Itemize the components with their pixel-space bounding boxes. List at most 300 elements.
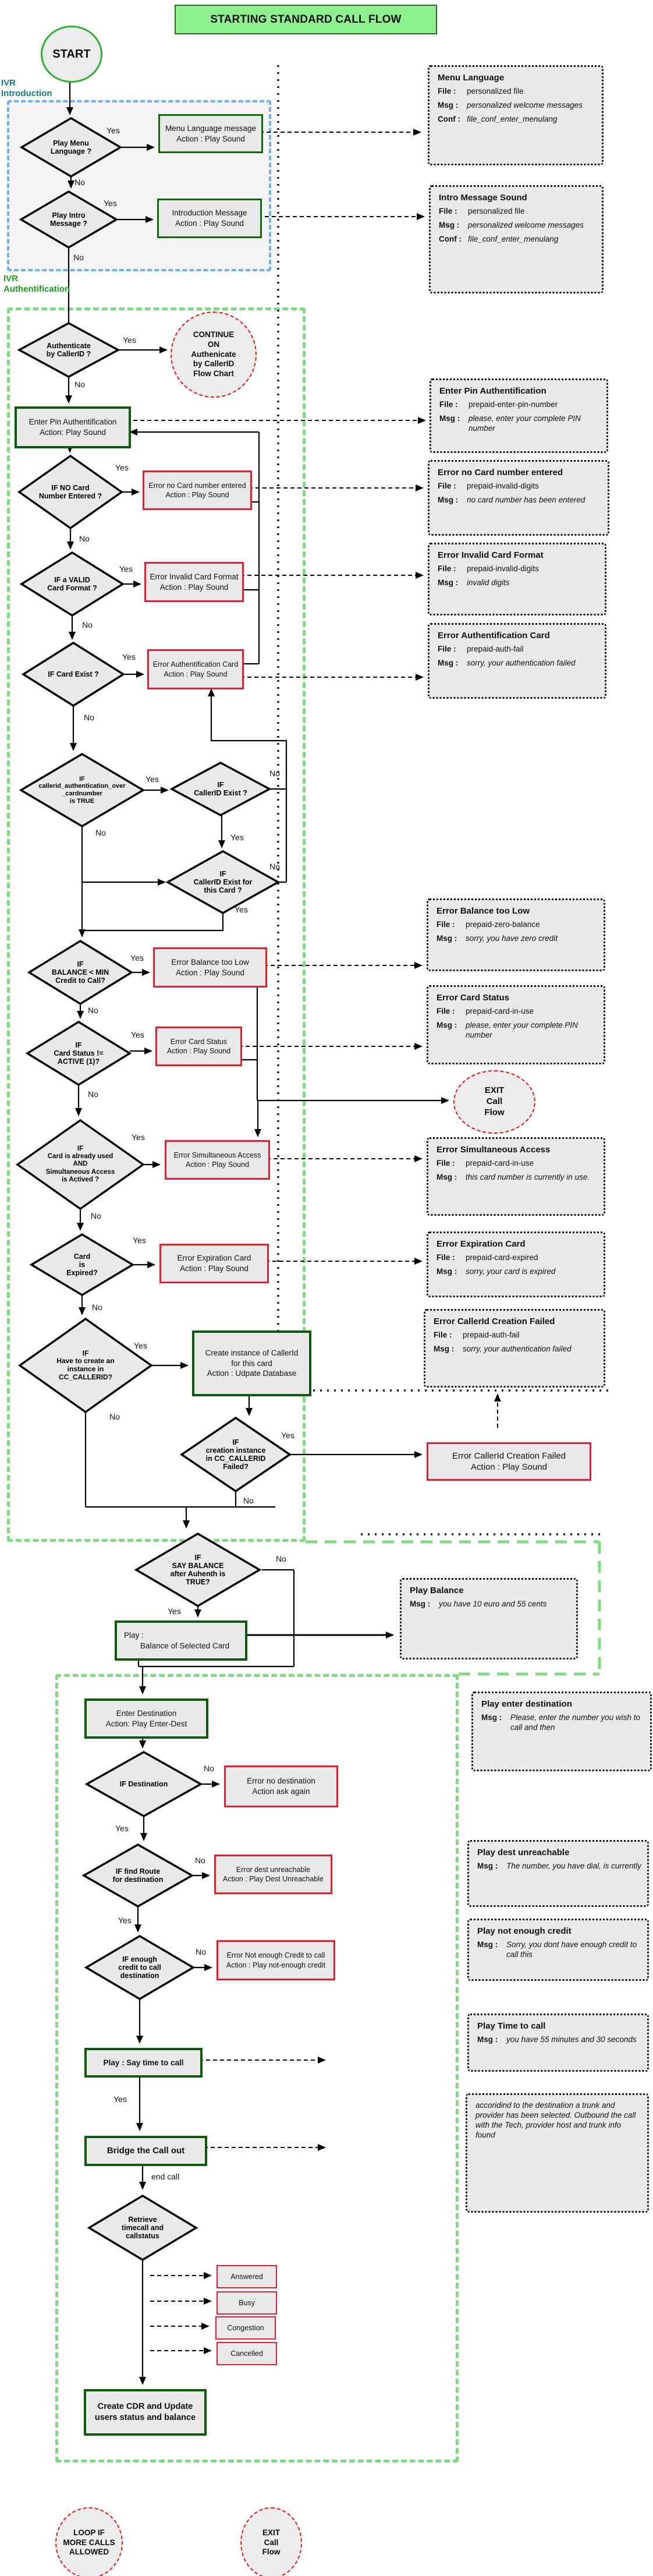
create-cdr-and-update-line: Create CDR and Update [97, 2402, 193, 2412]
note-play-not-enough-credit-row [477, 1940, 641, 1960]
edge-label-no: No [109, 1412, 120, 1421]
exit-call-flow-bottom [240, 2507, 302, 2576]
section-label-ivr-introduction [1, 78, 52, 98]
authenticate-by-callerid-line: Authenticate [47, 341, 91, 350]
if-valid-card-format-line: Card Format ? [47, 584, 97, 592]
edge-label-no: No [269, 769, 280, 778]
enter-destination-line: Action: Play Enter-Dest [105, 1719, 187, 1728]
edge-label-yes: Yes [134, 1341, 147, 1350]
note-error-invalid-card-format-row-label: File : [438, 564, 456, 573]
enter-destination [84, 1699, 208, 1739]
exit-call-flow-bottom-line: EXIT [262, 2528, 280, 2537]
note-play-not-enough-credit-row-value: Sorry, you dont have enough credit to call this [506, 1940, 637, 1959]
note-error-no-card-number-row-value: no card number has been entered [467, 495, 585, 504]
edge-label-yes: Yes [104, 199, 117, 208]
note-error-invalid-card-format-row [438, 578, 599, 588]
if-card-used-and-simultaneous-line: AND [73, 1160, 88, 1168]
create-instance-of-callerid-line: Action : Udpate Database [207, 1369, 297, 1378]
edge-label-yes: Yes [123, 335, 136, 345]
if-enough-credit-line: IF enough [122, 1955, 157, 1963]
note-error-authentification-card-row-label: Msg : [438, 658, 459, 667]
note-intro-message-sound-row-value: personalized file [468, 207, 525, 215]
exit-call-flow-bottom-line: Call [264, 2538, 279, 2547]
note-error-callerid-creation-failed-row-label: Msg : [434, 1344, 455, 1353]
note-error-authentification-card-title: Error Authentification Card [438, 631, 550, 641]
enter-pin-authentification-line: Enter Pin Authentification [29, 417, 117, 427]
note-menu-language-row [438, 115, 596, 125]
edge-label-no: No [73, 253, 84, 262]
edge-label-yes: Yes [118, 1916, 132, 1925]
note-error-no-card-number-row [438, 496, 602, 505]
note-intro-message-sound-row [439, 221, 596, 231]
note-error-card-status-title: Error Card Status [436, 993, 510, 1003]
note-error-expiration-card-row [436, 1253, 598, 1263]
if-say-balance-after-auth-line: IF [194, 1553, 201, 1562]
if-callerid-auth-over-cardnumber-line: IF [79, 775, 85, 783]
note-error-simultaneous-access-row [436, 1173, 598, 1183]
if-enough-credit-line: destination [120, 1972, 159, 1980]
note-intro-message-sound-row-label: Conf : [439, 234, 462, 243]
note-error-expiration-card-row-label: File : [436, 1253, 455, 1262]
edge-label-yes: Yes [230, 833, 244, 842]
note-error-expiration-card-row-label: Msg : [436, 1266, 457, 1276]
retrieve-timecall-callstatus-line: Retrieve [128, 2215, 157, 2224]
note-play-time-to-call-title: Play Time to call [477, 2021, 546, 2031]
note-play-balance [400, 1578, 578, 1659]
edge-label-no: No [74, 380, 85, 389]
exit-call-flow-right-line: Call [486, 1096, 503, 1107]
note-play-time-to-call-row-label: Msg : [477, 2035, 498, 2044]
edge-label-yes: Yes [133, 1236, 146, 1245]
if-valid-card-format-line: IF a VALID [54, 575, 90, 584]
edge-label-yes: Yes [281, 1431, 294, 1440]
edge-label-no: No [92, 1303, 102, 1312]
note-trunk-selection-row-value: accoridind to the destination a trunk and provider has been selected. Outbound the call with the Tech, provider host and trunk info found [475, 2101, 636, 2139]
note-intro-message-sound-title: Intro Message Sound [439, 193, 527, 203]
if-destination-label [87, 1752, 201, 1816]
note-error-card-status-row-label: Msg : [436, 1020, 457, 1029]
if-card-status-not-active-line: IF [75, 1041, 82, 1049]
error-not-enough-credit-line: Action : Play not-enough credit [226, 1961, 326, 1969]
note-error-authentification-card [428, 623, 606, 699]
if-creation-instance-failed-line: Failed? [223, 1463, 249, 1471]
note-error-balance-too-low-row-label: Msg : [436, 933, 457, 943]
edge-label-yes: Yes [145, 774, 159, 784]
edge-label-no: No [84, 713, 94, 722]
edge-label-yes: Yes [130, 953, 144, 963]
note-error-simultaneous-access-title: Error Simultaneous Access [436, 1145, 551, 1155]
play-balance-of-selected-card [115, 1620, 247, 1661]
loop-if-more-calls-allowed [55, 2507, 123, 2576]
status-congestion-line: Congestion [227, 2323, 264, 2332]
status-busy [217, 2291, 277, 2315]
note-error-callerid-creation-failed-row-label: File : [434, 1331, 452, 1339]
note-error-expiration-card-row-value: prepaid-card-expired [466, 1253, 538, 1262]
note-play-dest-unreachable-row [477, 1862, 641, 1871]
introduction-message-line: Introduction Message [172, 208, 247, 218]
menu-language-message [158, 114, 263, 153]
bridge-the-call-out-line: Bridge the Call out [107, 2146, 185, 2156]
note-error-callerid-creation-failed-row [434, 1331, 598, 1340]
note-menu-language-row [438, 87, 596, 97]
note-error-expiration-card-row [436, 1267, 598, 1277]
note-intro-message-sound-row [439, 235, 596, 245]
edge-label-no: No [74, 178, 85, 187]
card-is-expired-line: is [79, 1260, 86, 1269]
note-error-expiration-card [427, 1232, 605, 1297]
note-error-invalid-card-format [428, 543, 606, 615]
note-play-dest-unreachable [467, 1840, 649, 1907]
note-error-invalid-card-format-row-value: invalid digits [467, 578, 510, 587]
menu-language-message-line: Action : Play Sound [176, 134, 245, 143]
continue-on-authenticate-by-callerid-line: Authenicate [191, 349, 236, 359]
if-balance-lt-min-credit-line: BALANCE < MIN [51, 968, 109, 976]
note-play-balance-row-label: Msg : [410, 1600, 431, 1608]
edge-label-yes: Yes [168, 1607, 181, 1616]
if-callerid-exist-for-this-card-label [168, 851, 278, 913]
note-enter-pin-authentification-row-label: File : [439, 400, 458, 409]
error-expiration-card-line: Action : Play Sound [180, 1264, 249, 1273]
note-intro-message-sound-row-label: File : [439, 207, 457, 215]
edge-label-no: No [88, 1089, 98, 1099]
error-simultaneous-access [165, 1140, 270, 1180]
introduction-message-line: Action : Play Sound [175, 219, 244, 228]
error-no-destination-line: Action ask again [252, 1787, 310, 1796]
introduction-message [157, 199, 262, 238]
error-dest-unreachable-line: Action : Play Dest Unreachable [222, 1875, 324, 1883]
start-line: START [52, 47, 91, 61]
note-enter-pin-authentification-row-value: prepaid-enter-pin-number [469, 400, 558, 409]
error-authentification-card [147, 649, 244, 689]
if-balance-lt-min-credit-line: IF [77, 960, 84, 968]
exit-call-flow-right-line: EXIT [484, 1085, 505, 1096]
edge-label-no: No [243, 1496, 254, 1505]
note-error-no-card-number [428, 460, 609, 536]
note-trunk-selection-row [475, 2101, 641, 2140]
if-card-status-not-active-line: ACTIVE (1)? [57, 1057, 100, 1066]
error-authentification-card-line: Action : Play Sound [164, 670, 228, 678]
edge-label-no: No [82, 620, 93, 629]
note-error-balance-too-low-row-value: sorry, you have zero credit [466, 933, 558, 943]
if-callerid-exist-line: CallerID Exist ? [194, 789, 247, 797]
status-answered-line: Answered [230, 2272, 263, 2281]
note-error-balance-too-low-row [436, 934, 598, 944]
note-play-not-enough-credit [467, 1919, 649, 1981]
play-menu-language-label [22, 118, 120, 176]
if-destination-line: IF Destination [119, 1779, 168, 1788]
play-intro-message-line: Play Intro [52, 211, 86, 220]
if-valid-card-format-label [22, 553, 123, 615]
retrieve-timecall-callstatus-label [89, 2196, 196, 2260]
edge-label-no: No [79, 534, 90, 543]
note-error-simultaneous-access-row-label: Msg : [436, 1172, 457, 1181]
play-menu-language-line: Play Menu [53, 139, 89, 147]
if-say-balance-after-auth-line: TRUE? [186, 1578, 210, 1587]
if-enough-credit-line: credit to call [118, 1963, 161, 1972]
error-card-status-line: Action : Play Sound [166, 1047, 231, 1055]
error-balance-too-low [153, 947, 267, 988]
error-simultaneous-access-line: Error Simultaneous Access [173, 1151, 261, 1159]
note-error-simultaneous-access-row-value: prepaid-card-in-use [466, 1159, 534, 1167]
note-menu-language-row-value: file_conf_enter_menulang [467, 114, 558, 123]
play-menu-language-line: Language ? [50, 147, 92, 155]
note-error-callerid-creation-failed-row-value: sorry, your authentication failed [463, 1344, 572, 1353]
note-play-not-enough-credit-row-label: Msg : [477, 1940, 498, 1949]
edge-label-yes: Yes [235, 905, 248, 914]
note-play-not-enough-credit-title: Play not enough credit [477, 1926, 572, 1936]
bridge-the-call-out [84, 2136, 207, 2166]
note-intro-message-sound-row-value: file_conf_enter_menulang [468, 234, 559, 243]
error-simultaneous-access-line: Action : Play Sound [185, 1160, 250, 1169]
edge-label-yes: Yes [115, 1824, 129, 1833]
error-authentification-card-line: Error Authentification Card [152, 660, 239, 669]
note-play-balance-title: Play Balance [410, 1586, 464, 1595]
menu-language-message-line: Menu Language message [165, 123, 257, 133]
if-say-balance-after-auth-line: SAY BALANCE [172, 1561, 224, 1570]
note-error-invalid-card-format-title: Error Invalid Card Format [438, 550, 544, 560]
note-error-simultaneous-access-row [436, 1159, 598, 1169]
note-error-simultaneous-access-row-value: this card number is currently in use. [466, 1172, 590, 1181]
error-no-destination-line: Error no destination [247, 1777, 315, 1786]
note-error-no-card-number-row [438, 482, 602, 491]
if-no-card-number-entered-line: IF NO Card [51, 483, 90, 492]
section-label-line: Authentification [3, 284, 70, 294]
play-intro-message-line: Message ? [50, 220, 87, 228]
if-card-status-not-active-label [27, 1022, 130, 1085]
note-play-enter-destination [471, 1692, 652, 1771]
if-card-used-and-simultaneous-label [17, 1120, 143, 1209]
error-balance-too-low-line: Action : Play Sound [176, 968, 244, 977]
edge-label-no: No [91, 1211, 101, 1220]
error-expiration-card-line: Error Expiration Card [177, 1254, 251, 1263]
edge-label-yes: Yes [122, 652, 136, 661]
exit-call-flow-right [453, 1070, 535, 1134]
exit-call-flow-right-line: Flow [484, 1107, 505, 1117]
note-error-invalid-card-format-row [438, 564, 599, 574]
if-card-used-and-simultaneous-line: IF [77, 1145, 84, 1153]
if-say-balance-after-auth-line: after Auhenth is [170, 1570, 226, 1578]
edge-label-yes: Yes [115, 463, 129, 472]
status-congestion [215, 2316, 276, 2340]
note-menu-language-row [438, 101, 596, 111]
note-intro-message-sound-row [439, 207, 596, 217]
error-expiration-card [159, 1244, 269, 1283]
note-error-no-card-number-row-label: Msg : [438, 495, 459, 504]
if-have-to-create-instance-line: CC_CALLERID? [59, 1372, 112, 1381]
if-have-to-create-instance-label [20, 1319, 151, 1412]
create-instance-of-callerid-line: Create instance of CallerId [205, 1349, 299, 1358]
note-error-expiration-card-row-value: sorry, your card is expired [466, 1266, 556, 1276]
if-have-to-create-instance-line: Have to create an [56, 1357, 115, 1365]
retrieve-timecall-callstatus-line: timecall and [121, 2223, 164, 2232]
section-label-line: IVR [1, 78, 16, 88]
edge-label-yes: Yes [107, 126, 120, 135]
edge-label-end-call: end call [151, 2172, 180, 2181]
section-label-ivr-authentification [3, 274, 70, 294]
create-instance-of-callerid [192, 1331, 311, 1396]
note-play-time-to-call [467, 2014, 649, 2072]
note-error-balance-too-low-row [436, 920, 598, 930]
note-menu-language-row-label: Conf : [438, 114, 460, 123]
note-error-card-status-row-label: File : [436, 1007, 455, 1015]
status-cancelled-line: Cancelled [230, 2349, 263, 2358]
edge-label-no: No [195, 1856, 205, 1865]
note-error-expiration-card-title: Error Expiration Card [436, 1239, 526, 1249]
note-error-authentification-card-row-value: prepaid-auth-fail [467, 645, 524, 653]
if-callerid-exist-label [172, 763, 269, 815]
if-say-balance-after-auth-label [136, 1534, 260, 1606]
card-is-expired-line: Card [73, 1252, 91, 1261]
note-intro-message-sound-row-value: personalized welcome messages [468, 220, 584, 229]
status-busy-line: Busy [239, 2298, 255, 2307]
edge-label-no: No [276, 1554, 286, 1563]
error-no-card-number-entered-line: Error no Card number entered [148, 481, 246, 490]
error-balance-too-low-line: Error Balance too Low [171, 957, 249, 967]
note-error-balance-too-low [427, 898, 605, 971]
note-menu-language-title: Menu Language [438, 73, 505, 83]
error-card-status [155, 1027, 242, 1066]
play-balance-of-selected-card-line: Play : [124, 1630, 144, 1640]
start [41, 26, 102, 83]
note-play-dest-unreachable-title: Play dest unreachable [477, 1848, 570, 1857]
note-error-authentification-card-row [438, 659, 599, 668]
note-play-dest-unreachable-row-label: Msg : [477, 1862, 498, 1870]
error-no-card-number-entered-line: Action : Play Sound [165, 491, 229, 499]
if-callerid-exist-for-this-card-line: this Card ? [204, 886, 242, 895]
status-cancelled [217, 2342, 277, 2365]
if-card-used-and-simultaneous-line: Simultaneous Access [45, 1168, 115, 1176]
if-card-used-and-simultaneous-line: is Actived ? [61, 1176, 100, 1183]
error-not-enough-credit [217, 1940, 335, 1980]
loop-if-more-calls-allowed-line: LOOP IF [73, 2528, 105, 2537]
retrieve-timecall-callstatus-line: callstatus [126, 2232, 159, 2241]
if-have-to-create-instance-line: IF [82, 1349, 89, 1357]
edge-label-no: No [88, 1006, 98, 1015]
edge-label-no: No [269, 862, 280, 871]
error-card-status-line: Error Card Status [170, 1037, 228, 1046]
note-error-callerid-creation-failed-row [434, 1344, 598, 1354]
edge-label-yes: Yes [132, 1133, 145, 1142]
play-say-time-to-call [84, 2048, 203, 2078]
note-play-enter-destination-title: Play enter destination [481, 1699, 572, 1709]
note-play-enter-destination-row-value: Please, enter the number you wish to call and then [510, 1713, 640, 1732]
note-enter-pin-authentification-row [439, 400, 601, 410]
loop-if-more-calls-allowed-line: ALLOWED [69, 2547, 109, 2557]
note-intro-message-sound-row-label: Msg : [439, 220, 460, 229]
continue-on-authenticate-by-callerid-line: Flow Chart [193, 369, 234, 378]
if-callerid-exist-for-this-card-line: IF [219, 869, 226, 878]
authenticate-by-callerid-label [19, 323, 118, 377]
enter-pin-authentification-line: Action: Play Sound [39, 428, 107, 437]
if-callerid-auth-over-cardnumber-line: is TRUE [69, 797, 95, 805]
note-error-no-card-number-row-value: prepaid-invalid-digits [467, 482, 539, 490]
if-find-route-line: for destination [112, 1876, 164, 1884]
note-error-card-status-row-value: please, enter your complete PIN number [466, 1020, 578, 1039]
card-is-expired-label [31, 1234, 133, 1295]
note-error-no-card-number-row-label: File : [438, 482, 456, 490]
if-creation-instance-failed-line: IF [232, 1438, 239, 1446]
note-play-time-to-call-row-value: you have 55 minutes and 30 seconds [506, 2035, 637, 2044]
if-find-route-line: IF find Route [115, 1867, 161, 1876]
error-not-enough-credit-line: Error Not enough Credit to call [226, 1951, 325, 1960]
note-enter-pin-authentification [430, 378, 608, 453]
note-error-callerid-creation-failed [424, 1309, 605, 1388]
if-creation-instance-failed-line: in CC_CALLERID [205, 1455, 266, 1463]
note-error-authentification-card-row-label: File : [438, 645, 456, 653]
note-error-callerid-creation-failed-row-value: prepaid-auth-fail [463, 1331, 520, 1339]
note-error-invalid-card-format-row-label: Msg : [438, 578, 459, 587]
play-intro-message-label [21, 192, 116, 247]
if-card-status-not-active-line: Card Status != [54, 1049, 104, 1057]
if-find-route-label [84, 1845, 192, 1906]
error-invalid-card-format-line: Error Invalid Card Format [150, 572, 239, 581]
note-error-card-status-row-value: prepaid-card-in-use [466, 1007, 534, 1015]
note-error-authentification-card-row-value: sorry, your authentication failed [467, 658, 576, 667]
edge-label-yes: Yes [131, 1030, 144, 1039]
play-balance-of-selected-card-line: Balance of Selected Card [140, 1641, 230, 1650]
if-balance-lt-min-credit-label [29, 941, 132, 1004]
create-instance-of-callerid-line: for this card [231, 1358, 272, 1368]
note-error-callerid-creation-failed-title: Error CallerId Creation Failed [434, 1317, 555, 1326]
note-error-card-status-row [436, 1007, 598, 1017]
if-have-to-create-instance-line: instance in [67, 1365, 104, 1373]
note-enter-pin-authentification-row-value: please, enter your complete PIN number [469, 413, 581, 433]
note-error-no-card-number-title: Error no Card number entered [438, 468, 563, 477]
note-play-dest-unreachable-row-value: The number, you have dial, is currently [506, 1862, 641, 1870]
error-dest-unreachable-line: Error dest unreachable [236, 1865, 311, 1874]
error-no-card-number-entered [143, 470, 252, 510]
section-label-line: IVR [3, 274, 19, 284]
if-callerid-auth-over-cardnumber-line: callerid_authentication_over [38, 783, 126, 790]
note-error-balance-too-low-row-value: prepaid-zero-balance [466, 920, 540, 929]
error-callerid-creation-failed-action-line: Error CallerId Creation Failed [452, 1450, 566, 1461]
if-card-used-and-simultaneous-line: Card is already used [47, 1153, 113, 1160]
if-no-card-number-entered-label [19, 456, 122, 528]
edge-label-no: No [196, 1947, 206, 1956]
play-say-time-to-call-line: Play : Say time to call [103, 2058, 184, 2067]
note-error-card-status-row [436, 1021, 598, 1041]
error-dest-unreachable [214, 1855, 332, 1894]
loop-if-more-calls-allowed-line: MORE CALLS [63, 2538, 115, 2547]
continue-on-authenticate-by-callerid-line: CONTINUE [193, 330, 235, 339]
note-trunk-selection [466, 2093, 649, 2213]
edge-label-yes: Yes [113, 2094, 127, 2104]
error-invalid-card-format-line: Action : Play Sound [159, 582, 229, 592]
note-menu-language [428, 65, 604, 165]
note-error-balance-too-low-row-label: File : [436, 920, 455, 929]
note-enter-pin-authentification-row [439, 414, 601, 434]
continue-on-authenticate-by-callerid [171, 312, 257, 398]
if-balance-lt-min-credit-line: Credit to Call? [55, 976, 105, 985]
note-error-simultaneous-access-row-label: File : [436, 1159, 455, 1167]
continue-on-authenticate-by-callerid-line: ON [207, 339, 220, 349]
card-is-expired-line: Expired? [66, 1269, 98, 1278]
note-menu-language-row-label: File : [438, 87, 456, 95]
note-play-balance-row [410, 1600, 570, 1609]
if-callerid-exist-line: IF [217, 780, 224, 789]
error-callerid-creation-failed-action-line: Action : Play Sound [471, 1462, 547, 1472]
note-error-balance-too-low-title: Error Balance too Low [436, 906, 530, 916]
status-answered [217, 2265, 277, 2288]
section-label-line: Introduction [1, 88, 52, 98]
if-no-card-number-entered-line: Number Entered ? [38, 492, 102, 500]
note-play-balance-row-value: you have 10 euro and 55 cents [439, 1600, 547, 1608]
create-cdr-and-update [84, 2389, 207, 2436]
if-creation-instance-failed-label [182, 1418, 290, 1491]
edge-label-no: No [95, 828, 106, 837]
note-play-time-to-call-row [477, 2035, 641, 2045]
note-error-card-status [427, 985, 605, 1064]
